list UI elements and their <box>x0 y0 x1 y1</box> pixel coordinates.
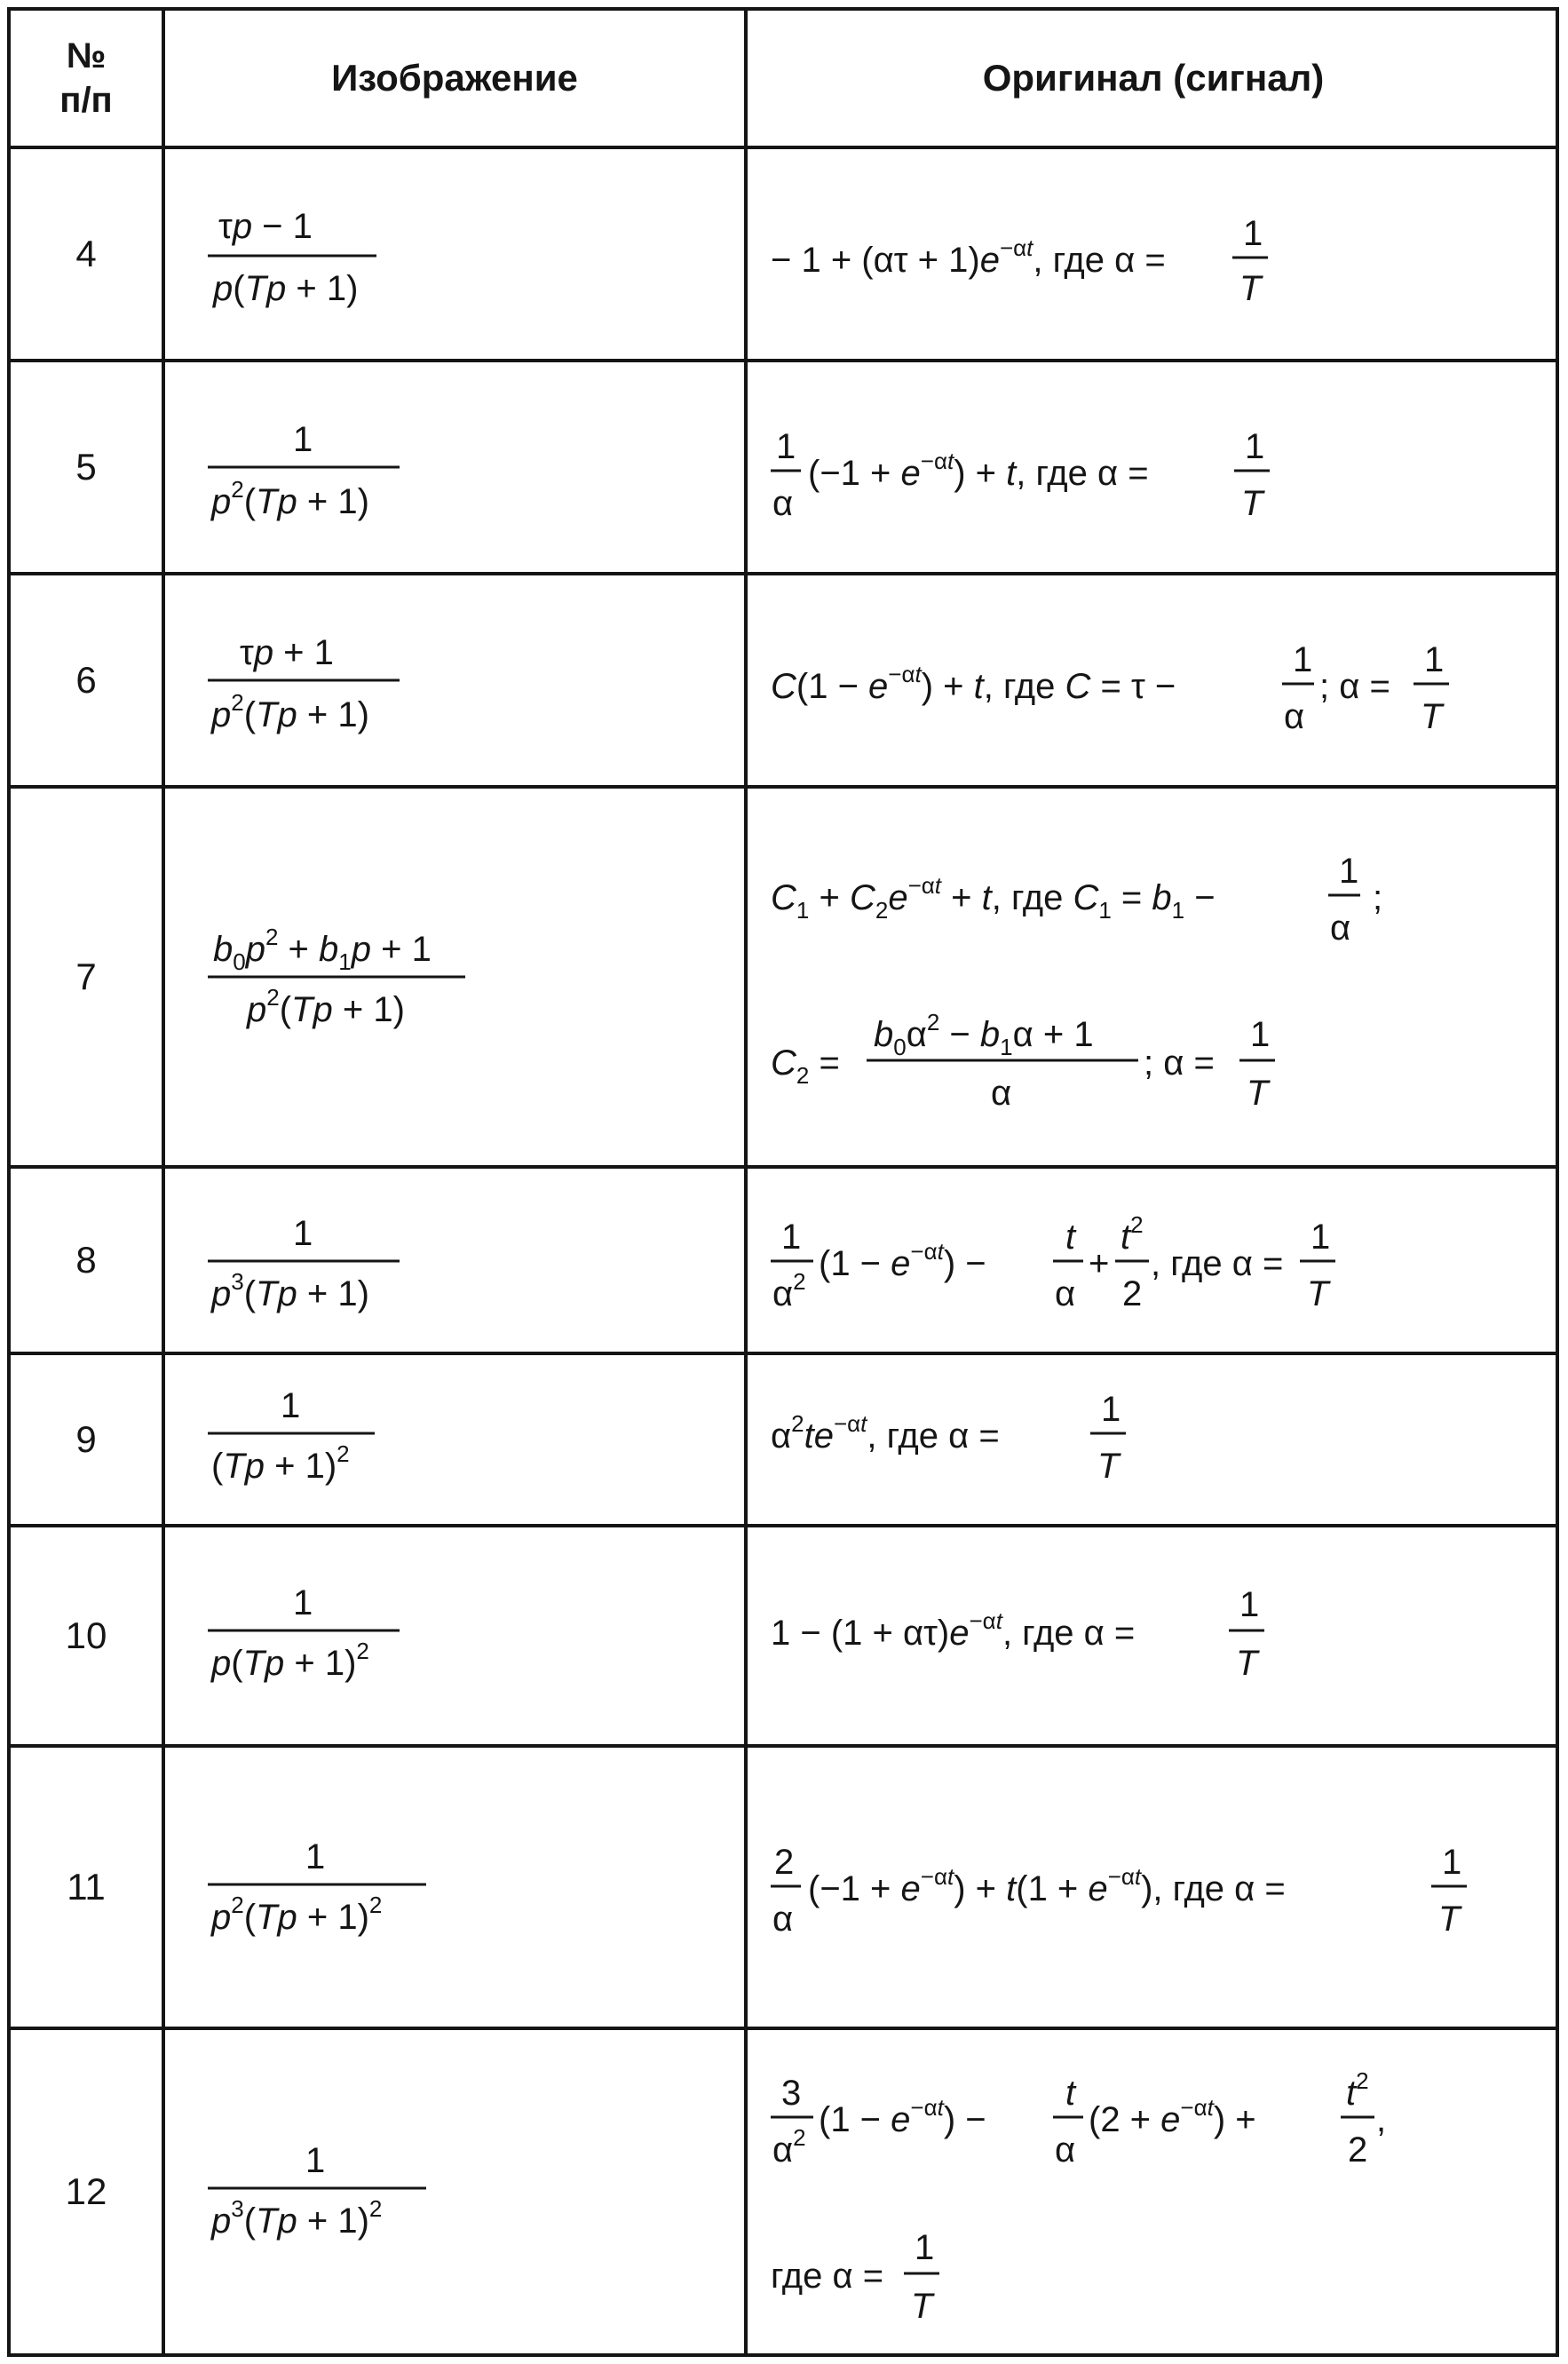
T: T <box>911 2287 933 2326</box>
row-number: 11 <box>67 1866 106 1908</box>
T: T <box>1438 1900 1461 1939</box>
formula-text: где α = <box>771 2257 884 2296</box>
formula-text: , где α = <box>1151 1244 1284 1283</box>
numerator: 1 <box>281 1386 301 1425</box>
denominator: $p^3(Tp + 1)$ <box>211 1268 369 1313</box>
row-number: 7 <box>75 956 97 997</box>
row-number: 6 <box>75 659 97 701</box>
t: t <box>1065 1218 1076 1257</box>
row-number: 8 <box>75 1239 97 1281</box>
numerator: 1 <box>293 1583 313 1622</box>
table-row <box>11 1748 1556 2030</box>
denominator: $p^2(Tp + 1)^2$ <box>211 1892 383 1937</box>
denominator: p(Tp + 1) <box>213 269 359 308</box>
formula-line-1: $C_1 + C_2e^{-\alpha}t + t$, где $C_1 = b_1$ − <box>771 872 1216 924</box>
header-original: Оригинал (сигнал) <box>982 57 1325 99</box>
formula-text: $(1 - e^{-\alpha}t)$ − <box>819 2094 986 2139</box>
table-row <box>11 2030 1556 2353</box>
one: 1 <box>1101 1390 1121 1429</box>
one: 1 <box>776 427 796 466</box>
alpha: α <box>1284 697 1305 736</box>
T: T <box>1236 1644 1258 1683</box>
header-number-label: п/п <box>59 81 113 120</box>
numerator: τp + 1 <box>240 633 334 672</box>
table-row <box>11 789 1556 1169</box>
one: 1 <box>1442 1843 1462 1882</box>
row-number: 5 <box>75 446 97 488</box>
original-formula <box>771 149 1552 359</box>
one: 1 <box>1293 640 1313 679</box>
header-number <box>11 11 162 146</box>
table-row <box>11 575 1556 789</box>
two: 2 <box>1348 2130 1368 2170</box>
row-number: 10 <box>65 1614 107 1656</box>
numerator: 1 <box>305 1837 326 1876</box>
header-number-symbol: № <box>66 36 107 75</box>
denominator: $p^2(Tp + 1)$ <box>211 476 369 521</box>
column-divider <box>744 11 748 2353</box>
table-row <box>11 1169 1556 1355</box>
numerator: 1 <box>293 1214 313 1253</box>
formula-text: $\alpha^2te^{-\alpha}t$, где α = <box>771 1410 1000 1456</box>
alpha: α <box>1055 1274 1076 1313</box>
t-squared: $t^2$ <box>1121 1211 1144 1257</box>
alpha-squared: $\alpha^2$ <box>772 1268 806 1313</box>
numerator: 1 <box>293 420 313 459</box>
original-formula <box>771 362 1552 572</box>
alpha-squared: $\alpha^2$ <box>772 2124 806 2170</box>
alpha: α <box>772 484 794 523</box>
t-squared: $t^2$ <box>1346 2067 1369 2113</box>
numerator: 1 <box>305 2141 326 2180</box>
formula-text: ; α = <box>1144 1043 1215 1083</box>
original-formula <box>771 2030 1552 2353</box>
two: 2 <box>774 1843 795 1882</box>
T: T <box>1307 1274 1329 1313</box>
table-row <box>11 1527 1556 1748</box>
formula-text: , <box>1376 2100 1387 2139</box>
T: T <box>1239 269 1262 308</box>
formula-text: $C(1 - e^{-\alpha}t) + t$, где C = τ − <box>771 661 1176 706</box>
formula-line-2: $C_2$ = <box>771 1043 840 1089</box>
T: T <box>1421 697 1443 736</box>
table-row <box>11 362 1556 575</box>
alpha: α <box>1055 2130 1076 2170</box>
alpha: α <box>991 1074 1012 1113</box>
one: 1 <box>1243 214 1263 253</box>
formula-text: $(-1 + e^{-\alpha}t) + t(1 + e^{-\alpha}t)$, где α = <box>808 1863 1286 1908</box>
denominator: $p^2(Tp + 1)$ <box>247 984 405 1029</box>
formula-text: $1 - (1 + \alpha\tau)e^{-\alpha}t$, где α = <box>771 1607 1136 1653</box>
row-number: 9 <box>75 1418 97 1460</box>
formula-text: $(2 + e^{-\alpha}t)$ + <box>1089 2094 1256 2139</box>
formula-text: ; <box>1373 878 1383 917</box>
one: 1 <box>1250 1015 1271 1054</box>
table-row <box>11 149 1556 362</box>
formula-text: $(-1 + e^{-\alpha}t) + t$, где α = <box>808 448 1149 493</box>
original-formula <box>771 575 1552 785</box>
alpha: α <box>772 1900 794 1939</box>
one: 1 <box>1339 852 1359 891</box>
one: 1 <box>1311 1218 1331 1257</box>
header-image: Изображение <box>331 57 578 99</box>
original-formula <box>771 1169 1552 1352</box>
numerator: τp − 1 <box>218 207 313 246</box>
original-formula <box>771 1355 1552 1524</box>
one: 1 <box>781 1218 802 1257</box>
one: 1 <box>1245 427 1265 466</box>
three: 3 <box>781 2074 802 2113</box>
formula-text: $(1 - e^{-\alpha}t)$ − <box>819 1238 986 1283</box>
formula-text: + <box>1089 1244 1110 1283</box>
table-header <box>11 11 1556 149</box>
denominator: $p^2(Tp + 1)$ <box>211 689 369 734</box>
denominator: $(Tp + 1)^2$ <box>211 1440 350 1486</box>
numerator: $b_0\alpha^2 - b_1\alpha + 1$ <box>874 1009 1094 1060</box>
one: 1 <box>1239 1585 1260 1624</box>
one: 1 <box>1424 640 1445 679</box>
T: T <box>1097 1447 1120 1486</box>
two: 2 <box>1122 1274 1143 1313</box>
T: T <box>1247 1074 1269 1113</box>
denominator: $p(Tp + 1)^2$ <box>211 1638 369 1683</box>
original-formula <box>771 789 1552 1165</box>
one: 1 <box>915 2228 935 2267</box>
denominator: $p^3(Tp + 1)^2$ <box>211 2195 383 2241</box>
laplace-transform-table <box>7 7 1559 2357</box>
alpha: α <box>1330 908 1351 948</box>
t: t <box>1065 2074 1076 2113</box>
row-number: 12 <box>65 2170 107 2212</box>
row-number: 4 <box>75 233 97 274</box>
original-formula <box>771 1748 1552 2027</box>
formula-text: − $1 + (\alpha\tau + 1)e^{-\alpha}t$, где α = <box>771 234 1166 280</box>
T: T <box>1241 484 1263 523</box>
column-divider <box>162 11 165 2353</box>
formula-text: ; α = <box>1319 667 1390 706</box>
table-row <box>11 1355 1556 1527</box>
numerator: $b_0p^2 + b_1p + 1$ <box>213 924 432 975</box>
original-formula <box>771 1527 1552 1744</box>
